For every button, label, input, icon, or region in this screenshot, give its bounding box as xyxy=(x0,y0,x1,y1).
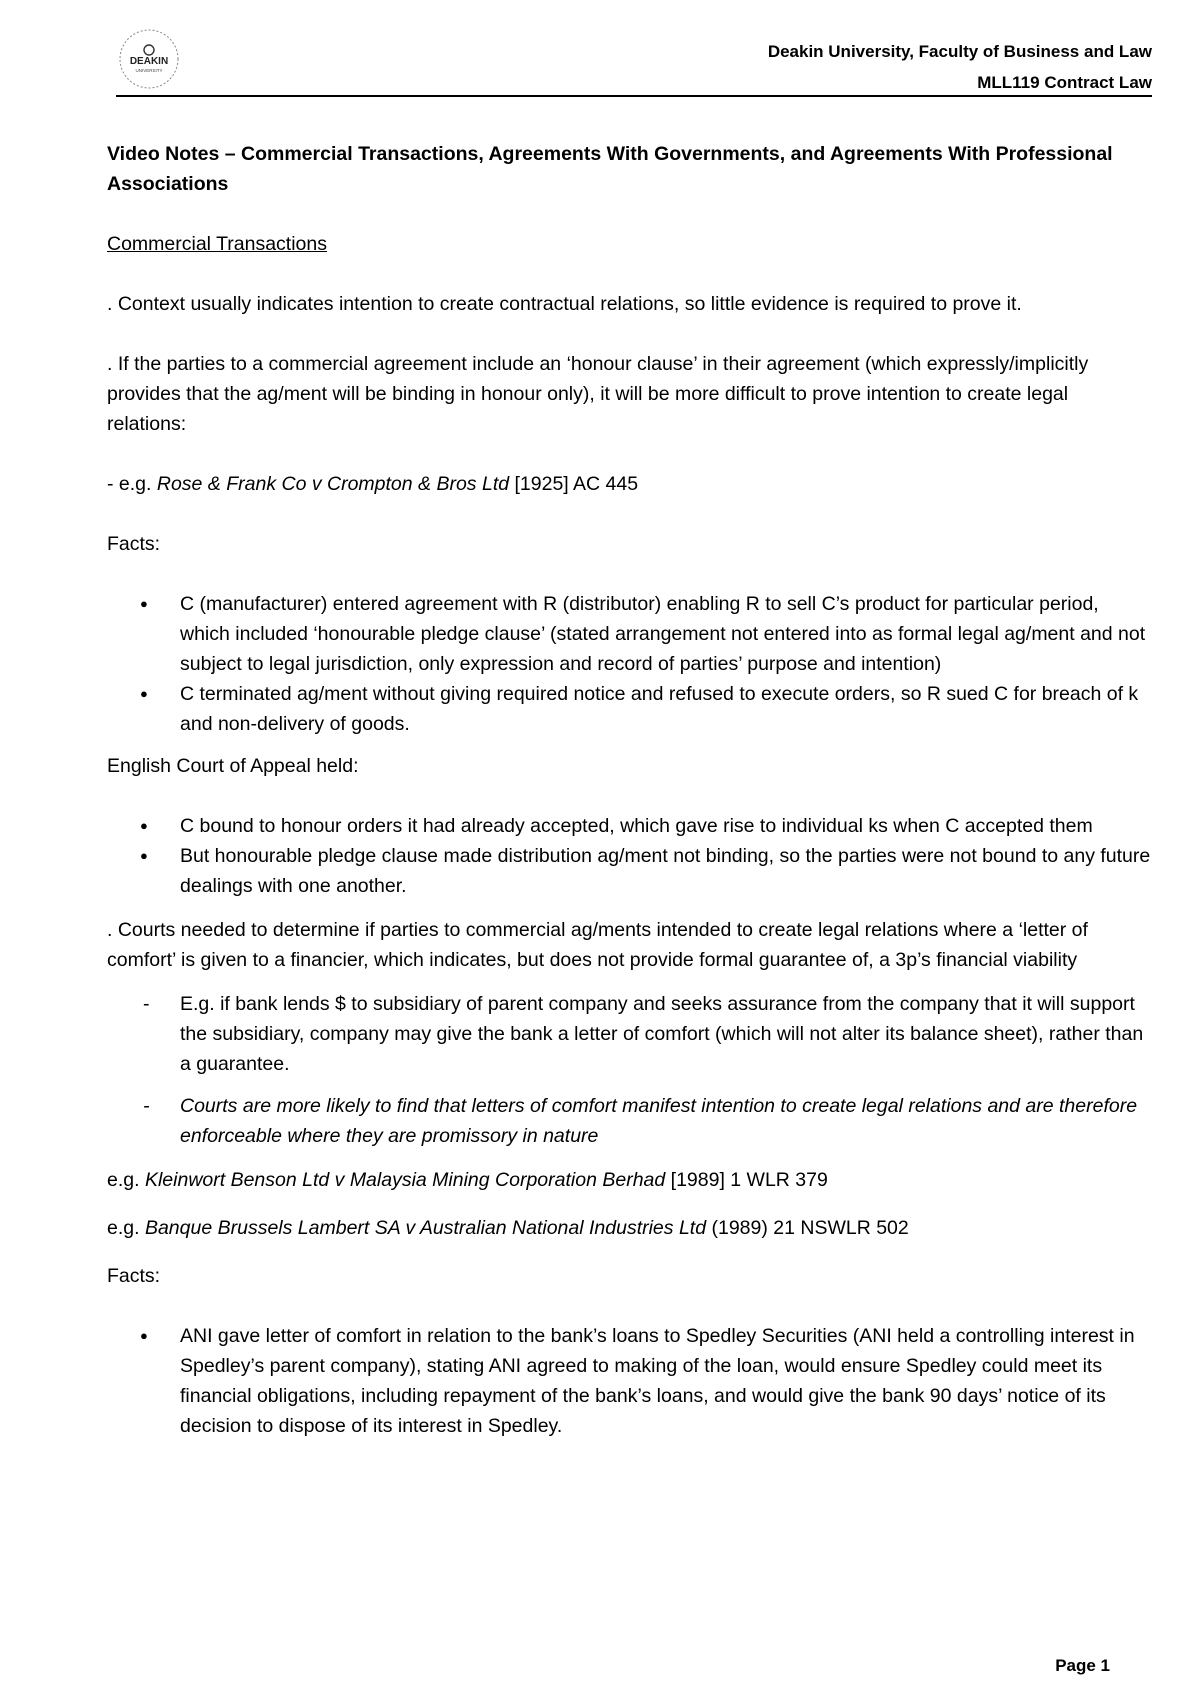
held-label: English Court of Appeal held: xyxy=(107,755,359,777)
facts-label: Facts: xyxy=(107,1265,161,1287)
case-name: Banque Brussels Lambert SA v Australian National Industries Ltd xyxy=(144,1217,707,1239)
case-citation-kleinwort xyxy=(107,1165,1152,1195)
case-prefix: e.g. xyxy=(107,1217,145,1239)
case-citation-rose-frank xyxy=(107,469,1152,499)
document-body xyxy=(107,139,1152,1453)
case-prefix: - e.g. xyxy=(107,473,157,495)
logo-subtext: UNIVERSITY xyxy=(135,68,163,73)
paragraph-honour-clause: . If the parties to a commercial agreement include an ‘honour clause’ in their agreement (which expressly/implicitly provides that the ag/ment will be binding in honour only), it will be more difficult to prove intention to create legal relations: xyxy=(107,353,1089,435)
list-item: - E.g. if bank lends $ to subsidiary of parent company and seeks assurance from the company that it will support the subsidiary, company may give the bank a letter of comfort (which will not alter its balance sheet), rather than a guarantee. xyxy=(107,989,1152,1079)
header-unit: MLL119 Contract Law xyxy=(977,73,1152,92)
logo-text: DEAKIN xyxy=(129,56,169,67)
case-name: Rose & Frank Co v Crompton & Bros Ltd xyxy=(156,473,510,495)
deakin-logo xyxy=(118,28,180,90)
held-list xyxy=(107,811,1152,901)
list-item: ● ANI gave letter of comfort in relation to the bank’s loans to Spedley Securities (ANI held a controlling interest in Spedley’s parent company), stating ANI agreed to making of the loan, would ensure Spedley could meet its financial obligations, including repayment of the bank’s loans, and would give the bank 90 days’ notice of its decision to dispose of its interest in Spedley. xyxy=(107,1321,1152,1441)
case-citation: (1989) 21 NSWLR 502 xyxy=(706,1217,909,1239)
section-heading: Commercial Transactions xyxy=(107,233,327,255)
document-title: Video Notes – Commercial Transactions, Agreements With Governments, and Agreements With Professional Associations xyxy=(107,143,1113,195)
case-citation: [1989] 1 WLR 379 xyxy=(665,1169,828,1191)
list-item: ● But honourable pledge clause made distribution ag/ment not binding, so the parties were not bound to any future dealings with one another. xyxy=(107,841,1152,901)
list-item: ● C terminated ag/ment without giving required notice and refused to execute orders, so R sued C for breach of k and non-delivery of goods. xyxy=(107,679,1152,739)
comfort-points xyxy=(107,989,1152,1151)
facts-list xyxy=(107,1321,1152,1441)
page-header xyxy=(768,36,1152,98)
paragraph-letter-of-comfort: . Courts needed to determine if parties to commercial ag/ments intended to create legal relations where a ‘letter of comfort’ is given to a financier, which indicates, but does not provide formal guarantee of, a 3p’s financial viability xyxy=(107,919,1088,971)
page-number: Page 1 xyxy=(1055,1656,1110,1675)
paragraph-context: . Context usually indicates intention to create contractual relations, so little evidence is required to prove it. xyxy=(107,293,1022,315)
case-prefix: e.g. xyxy=(107,1169,145,1191)
list-item: - Courts are more likely to find that letters of comfort manifest intention to create legal relations and are therefore enforceable where they are promissory in nature xyxy=(107,1091,1152,1151)
facts-list xyxy=(107,589,1152,739)
case-name: Kleinwort Benson Ltd v Malaysia Mining Corporation Berhad xyxy=(144,1169,666,1191)
case-citation-banque xyxy=(107,1213,1152,1243)
list-item: ● C (manufacturer) entered agreement with R (distributor) enabling R to sell C’s product for particular period, which included ‘honourable pledge clause’ (stated arrangement not entered into as formal legal ag/ment and not subject to legal jurisdiction, only expression and record of parties’ purpose and intention) xyxy=(107,589,1152,679)
list-item: ● C bound to honour orders it had already accepted, which gave rise to individual ks when C accepted them xyxy=(107,811,1152,841)
header-divider xyxy=(116,95,1152,97)
case-citation: [1925] AC 445 xyxy=(509,473,639,495)
header-institution: Deakin University, Faculty of Business and Law xyxy=(767,42,1152,61)
facts-label: Facts: xyxy=(107,533,161,555)
